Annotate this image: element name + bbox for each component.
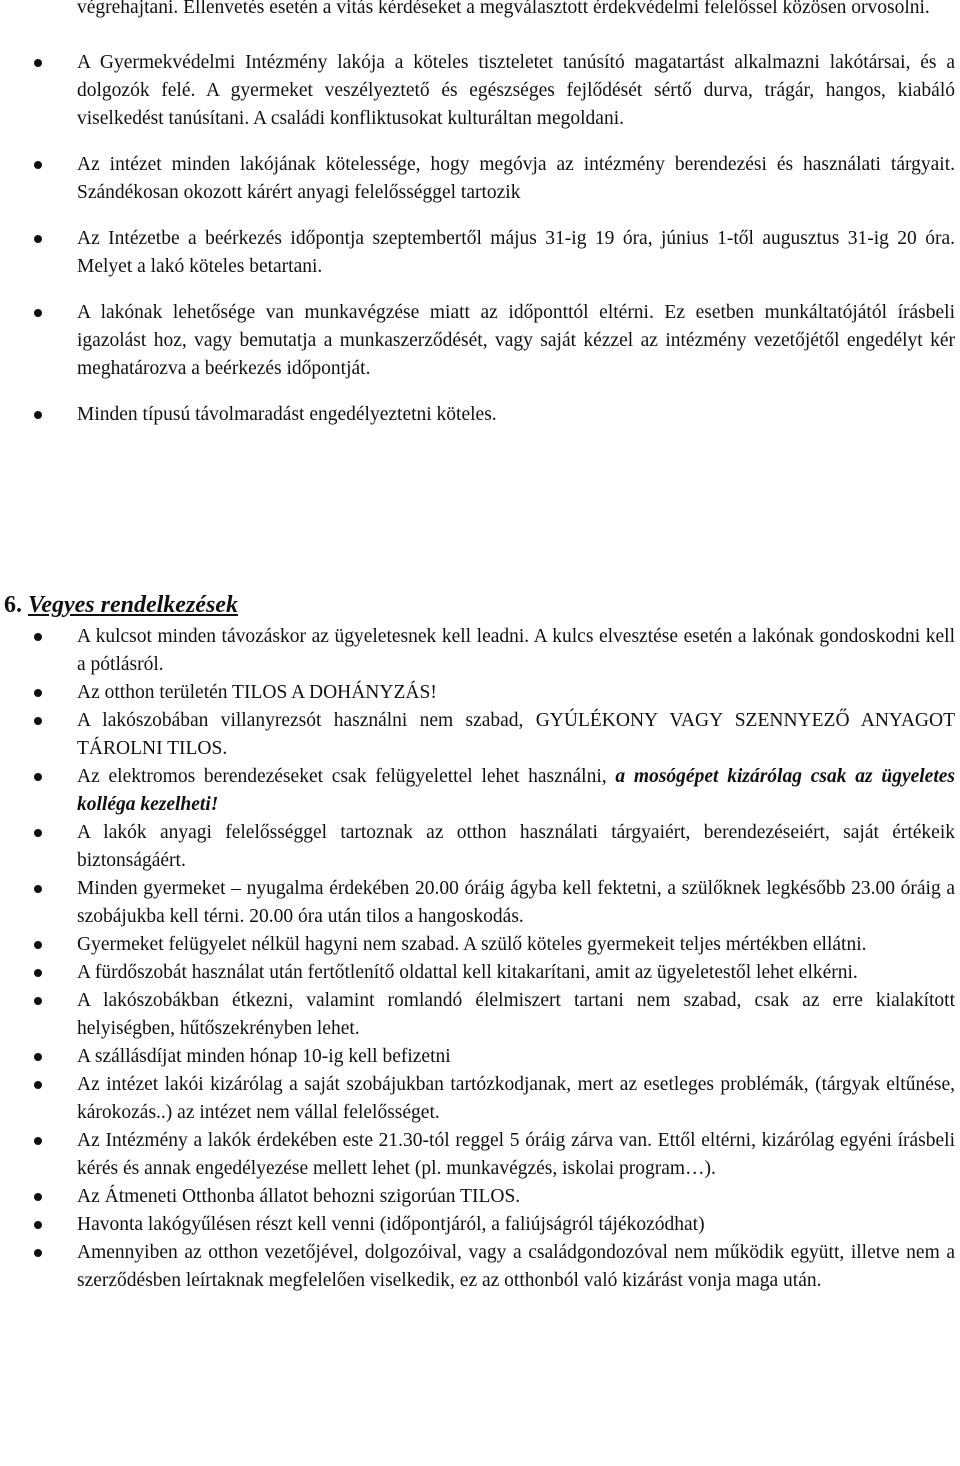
list-item xyxy=(0,679,960,707)
rules-list xyxy=(0,49,960,429)
bullet-icon xyxy=(34,161,42,169)
list-item-emphasis: a mosógépet kizárólag csak az ügyeletes kolléga kezelheti! xyxy=(77,766,955,815)
list-item xyxy=(0,763,960,819)
continuation-paragraph: végrehajtani. Ellenvetés esetén a vitás kérdéseket a megválasztott érdekvédelmi felelőssel közösen orvosolni. xyxy=(77,0,930,18)
list-item-text: Az Átmeneti Otthonba állatot behozni szigorúan TILOS. xyxy=(77,1186,521,1207)
bullet-icon xyxy=(34,829,42,837)
list-item xyxy=(0,1239,960,1295)
list-item-text: A szállásdíjat minden hónap 10-ig kell befizetni xyxy=(77,1046,451,1067)
section-title: Vegyes rendelkezések xyxy=(28,592,238,618)
bullet-icon xyxy=(34,689,42,697)
bullet-icon xyxy=(34,1221,42,1229)
list-item-text: Gyermeket felügyelet nélkül hagyni nem szabad. A szülő köteles gyermekeit teljes mértékben ellátni. xyxy=(77,934,867,955)
list-item xyxy=(0,225,960,281)
section-heading xyxy=(4,589,238,621)
list-item-text: Az otthon területén TILOS A DOHÁNYZÁS! xyxy=(77,682,437,703)
list-item-text: Az elektromos berendezéseket csak felügyelettel lehet használni, xyxy=(77,766,616,787)
list-item xyxy=(0,1071,960,1127)
bullet-icon xyxy=(34,1193,42,1201)
bullet-icon xyxy=(34,235,42,243)
bullet-icon xyxy=(34,773,42,781)
bullet-icon xyxy=(34,309,42,317)
section-number: 6. xyxy=(4,592,22,618)
list-item-text: A lakók anyagi felelősséggel tartoznak az otthon használati tárgyaiért, berendezéseiért, saját értékeik biztonságáért. xyxy=(77,822,955,871)
bullet-icon xyxy=(34,997,42,1005)
list-item xyxy=(0,1127,960,1183)
list-item xyxy=(0,987,960,1043)
bullet-icon xyxy=(34,411,42,419)
list-item xyxy=(0,931,960,959)
list-item-text: A lakószobákban étkezni, valamint romlandó élelmiszert tartani nem szabad, csak az erre kialakított helyiségben, hűtőszekrényben lehet. xyxy=(77,990,955,1039)
list-item-text: A Gyermekvédelmi Intézmény lakója a köteles tiszteletet tanúsító magatartást alkalmazni lakótársai, és a dolgozók felé. A gyermeket veszélyeztető és egészséges fejlődését sértő durva, trágár, hangos, kiabáló viselkedést tanúsítani. A családi konfliktusokat kulturáltan megoldani. xyxy=(77,52,955,129)
list-item xyxy=(0,875,960,931)
list-item xyxy=(0,707,960,763)
list-item-text: Az Intézmény a lakók érdekében este 21.30-tól reggel 5 óráig zárva van. Ettől eltérni, kizárólag egyéni írásbeli kérés és annak engedélyezése mellett lehet (pl. munkavégzés, iskolai program…). xyxy=(77,1130,955,1179)
bullet-icon xyxy=(34,1053,42,1061)
list-item xyxy=(0,299,960,383)
list-item-text: A lakószobában villanyrezsót használni nem szabad, GYÚLÉKONY VAGY SZENNYEZŐ ANYAGOT TÁROLNI TILOS. xyxy=(77,710,955,759)
misc-rules-list xyxy=(0,623,960,1295)
list-item-text: A kulcsot minden távozáskor az ügyeletesnek kell leadni. A kulcs elvesztése esetén a lakónak gondoskodni kell a pótlásról. xyxy=(77,626,955,675)
list-item-text: Minden típusú távolmaradást engedélyeztetni köteles. xyxy=(77,404,497,425)
list-item-text: Havonta lakógyűlésen részt kell venni (időpontjáról, a faliújságról tájékozódhat) xyxy=(77,1214,705,1235)
list-item xyxy=(0,1183,960,1211)
list-item xyxy=(0,1211,960,1239)
list-item xyxy=(0,1043,960,1071)
list-item-text: Minden gyermeket – nyugalma érdekében 20.00 óráig ágyba kell fektetni, a szülőknek legkésőbb 23.00 óráig a szobájukba kell térni. 20.00 óra után tilos a hangoskodás. xyxy=(77,878,955,927)
bullet-icon xyxy=(34,717,42,725)
list-item-text: Az Intézetbe a beérkezés időpontja szeptembertől május 31-ig 19 óra, június 1-től augusztus 31-ig 20 óra. Melyet a lakó köteles betartani. xyxy=(77,228,955,277)
list-item xyxy=(0,49,960,133)
list-item-text: A fürdőszobát használat után fertőtlenítő oldattal kell kitakarítani, amit az ügyeletestől lehet elkérni. xyxy=(77,962,858,983)
list-item-text: Az intézet lakói kizárólag a saját szobájukban tartózkodjanak, mert az esetleges problémák, (tárgyak eltűnése, károkozás..) az intézet nem vállal felelősséget. xyxy=(77,1074,955,1123)
list-item xyxy=(0,819,960,875)
bullet-icon xyxy=(34,633,42,641)
bullet-icon xyxy=(34,1081,42,1089)
list-item-text: Amennyiben az otthon vezetőjével, dolgozóival, vagy a családgondozóval nem működik együtt, illetve nem a szerződésben leírtaknak megfelelően viselkedik, ez az otthonból való kizárást vonja maga után. xyxy=(77,1242,955,1291)
bullet-icon xyxy=(34,1249,42,1257)
list-item-text: A lakónak lehetősége van munkavégzése miatt az időponttól eltérni. Ez esetben munkáltatójától írásbeli igazolást hoz, vagy bemutatja a munkaszerződését, vagy saját kézzel az intézmény vezetőjétől engedélyt kér meghatározva a beérkezés időpontját. xyxy=(77,302,955,379)
list-item-text: Az intézet minden lakójának kötelessége, hogy megóvja az intézmény berendezési és használati tárgyait. Szándékosan okozott kárért anyagi felelősséggel tartozik xyxy=(77,154,955,203)
bullet-icon xyxy=(34,885,42,893)
list-item xyxy=(0,151,960,207)
bullet-icon xyxy=(34,941,42,949)
bullet-icon xyxy=(34,969,42,977)
bullet-icon xyxy=(34,59,42,67)
list-item xyxy=(0,959,960,987)
list-item xyxy=(0,623,960,679)
bullet-icon xyxy=(34,1137,42,1145)
list-item xyxy=(0,401,960,429)
